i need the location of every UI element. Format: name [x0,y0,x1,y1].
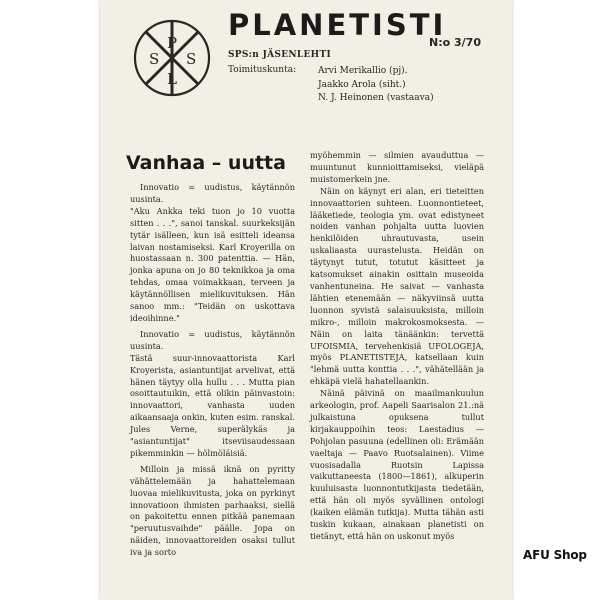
newsletter-page [100,0,512,600]
editors-label: Toimituskunta: [228,65,297,75]
article-right-column [310,150,484,543]
sps-logo-emblem [132,18,212,98]
article-left-column [130,182,295,559]
logo-letter-left: S [149,50,160,68]
masthead-title: PLANETISTI [228,8,447,42]
editor-name: Jaakko Arola (siht.) [318,79,406,90]
article-paragraph: Innovatio = uudistus, käytännön uusinta. [130,182,295,204]
article-headline: Vanhaa – uutta [126,152,286,174]
issue-number: N:o 3/70 [429,36,481,49]
article-paragraph: Tästä suur-innovaattorista Karl Kroyerista, asiantuntijat arvelivat, että hänen täytyy olla hullu . . . Mutta pian osoittautuikin, että olikin päinvastoin: innovaattori, vanhasta uuden aikaansaaja onkin, kuten esim. ranskal. Jules Verne, superälykäs ja "asiantuntijat" itseviisaudessaan pikemminkin — hölmöläisiä. [130,352,295,458]
logo-letter-top: P [167,34,178,52]
editor-name: N. J. Heinonen (vastaava) [318,93,434,103]
logo-letter-bottom: L [167,70,177,88]
article-paragraph: Näinä päivinä on maailmankuulun arkeologin, prof. Aapeli Saarisalon 21.:nä julkaistuna opuksena tullut kirjakauppoihin teos: Laestadius — Pohjolan pasuuna (edellinen oli: Erämään vaeltaja — Paavo Ruotsalainen). Viime vuosisadalla Ruotsin Lapissa vaikuttaneesta (1800—1861), alkuperin kuuluisasta luonnontutkijasta tiedetään, että hän oli myös syvällinen ontologi (kaiken elämän tutkija). Mutta tähän asti tuskin kukaan, ainakaan planetisti on tietänyt, että hän on uskonut myös [310,388,484,541]
editors-list [318,65,434,106]
article-paragraph: myöhemmin — silmien avauduttua — muuntunut kunnioittamiseksi, vieläpä muistomerkein jne. [310,150,484,184]
masthead-subtitle: SPS:n JÄSENLEHTI [228,50,331,60]
editor-name: Arvi Merikallio (pj). [318,66,408,76]
shop-watermark: AFU Shop [523,548,587,562]
article-paragraph: "Aku Ankka teki tuon jo 10 vuotta sitten . . .", sanoi tanskal. suurkeksijän tytär isälleen, kun isä esitteli ideansa laivan nostamiseksi. Karl Kroyerilla on huostassaan n. 300 patenttia. — Hän, jonka apuna on jo 80 teknikkoa ja oma tehdas, omaa voimakkaan, terveen ja käytännöllisen mielikuvituksen. Hän sanoo mm.: "Teidän on uskottava ideoihinne." [130,205,295,323]
logo-letter-right: S [186,50,197,68]
article-paragraph: Milloin ja missä iknä on pyritty vähättelemään ja hahattelemaan luovaa mielikuvitusta, joka on pyrkinyt innovatioon ihmisten parhaaksi, siellä on pakoitettu ennen pitkää panemaan "peruutusvaihde" päälle. Jopa on näiden, innovaattoreiden osaksi tullut iva ja sorto [130,463,295,558]
article-paragraph: Näin on käynyt eri alan, eri tieteitten innovaattorien suhteen. Luonnontieteet, lääketiede, teologia ym. ovat edistyneet noiden vanhan pohjalta uutta luovien henkilöiden uhrautuvasta, usein uskaliaasta uurastelusta. Heidän on täytynyt tutut, totutut käsitteet ja katsomukset ainakin osittain museoida vanhentuneina. He saivat — vanhasta lähtien etenemään — näkyviinsä uutta luonnon syvistä salaisuuksista, milloin mikro-, milloin makrokosmoksesta. — Näin on laita tänäänkin: tervettä UFOISMIA, tervehenkisiä UFOLOGEJA, myös PLANETISTEJA, katsellaan kuin "lehmä uutta konttia . . .", vähätellään ja ehkäpä vielä hahatellaankin. [310,185,484,387]
article-paragraph: Innovatio = uudistus, käytännön uusinta. [130,328,295,351]
